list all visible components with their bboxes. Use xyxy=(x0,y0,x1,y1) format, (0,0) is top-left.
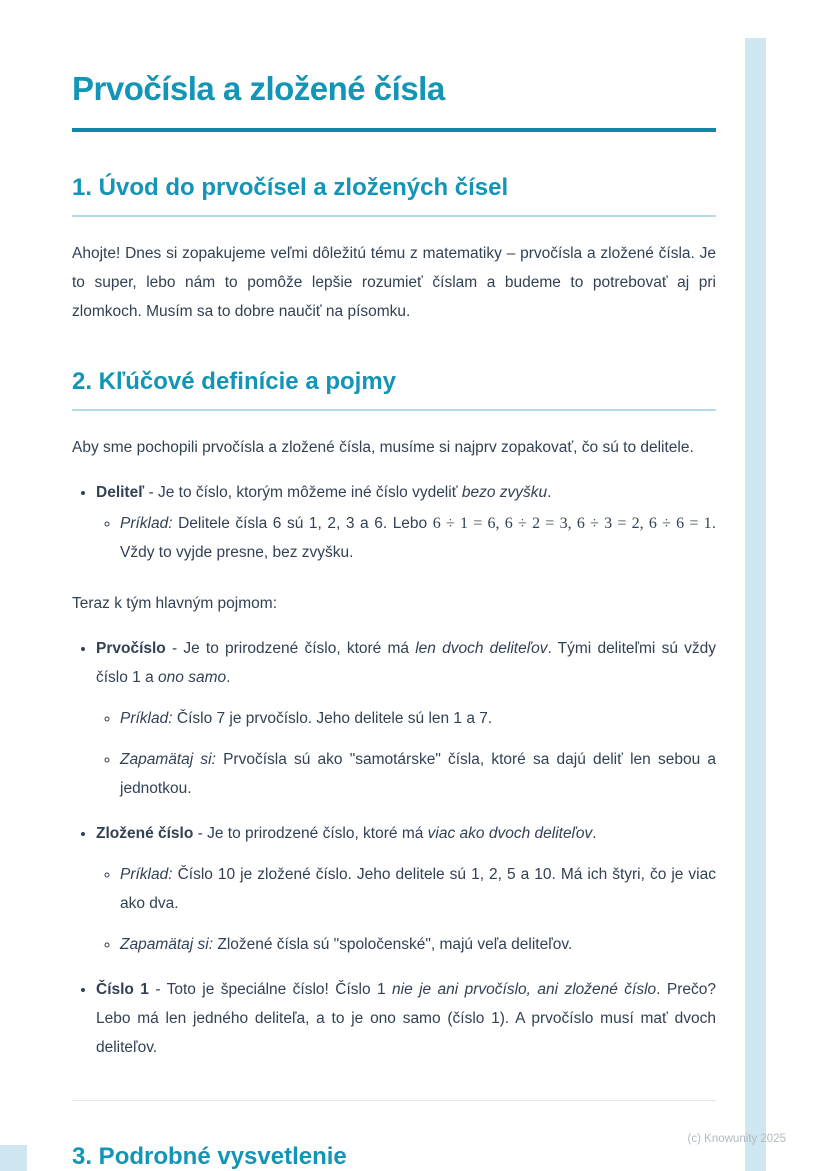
note-label: Zapamätaj si: xyxy=(120,935,214,953)
prvocislo-text-2: . Tými deliteľmi sú vždy číslo 1 a xyxy=(96,639,717,686)
example-text: Číslo 7 je prvočíslo. Jeho delitele sú len 1 a 7. xyxy=(172,709,493,727)
page-title: Prvočísla a zložené čísla xyxy=(72,70,445,107)
term-delitel: Deliteľ xyxy=(96,483,145,501)
zlozene-italic-1: viac ako dvoch deliteľov xyxy=(427,824,593,842)
delitel-text-2: . xyxy=(547,483,552,501)
example-label: Príklad: xyxy=(120,709,173,727)
section-1-paragraph: Ahojte! Dnes si zopakujeme veľmi dôležitú tému z matematiky – prvočísla a zložené čísla. Je to super, lebo nám to pomôže lepšie rozumieť číslam a budeme to potrebovať aj pri zlomkoch. Musím sa to dobre naučiť na písomku. xyxy=(72,244,716,320)
zlozene-sublist xyxy=(96,860,716,959)
note-label: Zapamätaj si: xyxy=(120,750,216,768)
example-text-a: Delitele čísla 6 sú 1, 2, 3 a 6. Lebo xyxy=(172,514,433,532)
term-cislo1: Číslo 1 xyxy=(96,980,149,998)
prvocislo-italic-2: ono samo xyxy=(158,668,227,686)
zlozene-text-2: . xyxy=(592,824,597,842)
prvocislo-text-3: . xyxy=(226,668,231,686)
copyright: (c) Knowunity 2025 xyxy=(687,1133,786,1145)
zlozene-note xyxy=(120,930,716,959)
zlozene-text-1: - Je to prirodzené číslo, ktoré má xyxy=(193,824,428,842)
list-item-delitel xyxy=(96,478,716,567)
delitel-example xyxy=(120,509,716,567)
prvocislo-sublist xyxy=(96,704,716,803)
note-text: Prvočísla sú ako "samotárske" čísla, ktoré sa dajú deliť len sebou a jednotkou. xyxy=(120,750,716,797)
section-1-heading: 1. Úvod do prvočísel a zložených čísel xyxy=(72,174,716,217)
example-text: Číslo 10 je zložené číslo. Jeho delitele sú 1, 2, 5 a 10. Má ich štyri, čo je viac ako dva. xyxy=(120,865,716,912)
example-text-b: . Vždy to vyjde presne, bez zvyšku. xyxy=(120,514,716,561)
title-rule xyxy=(72,128,716,132)
section-divider xyxy=(72,1100,716,1101)
note-text: Zložené čísla sú "spoločenské", majú veľa deliteľov. xyxy=(213,935,573,953)
delitel-text-1: - Je to číslo, ktorým môžeme iné číslo vydeliť xyxy=(144,483,462,501)
cislo1-text-1: - Toto je špeciálne číslo! Číslo 1 xyxy=(148,980,392,998)
list-item-zlozene xyxy=(96,819,716,959)
section-2-heading: 2. Kľúčové definície a pojmy xyxy=(72,368,716,411)
prvocislo-text-1: - Je to prirodzené číslo, ktoré má xyxy=(165,639,416,657)
delitel-italic-1: bezo zvyšku xyxy=(461,483,548,501)
list-item-cislo1 xyxy=(96,975,716,1062)
cislo1-italic-1: nie je ani prvočíslo, ani zložené číslo xyxy=(392,980,657,998)
delitel-sublist xyxy=(96,509,716,567)
section-2-intro: Aby sme pochopili prvočísla a zložené čísla, musíme si najprv zopakovať, čo sú to delitele. xyxy=(72,438,694,456)
prvocislo-example xyxy=(120,704,716,733)
list-item-prvocislo xyxy=(96,634,716,803)
main-terms-list xyxy=(72,634,716,1062)
example-label: Príklad: xyxy=(120,865,173,883)
transition-paragraph: Teraz k tým hlavným pojmom: xyxy=(72,594,277,612)
bottom-left-accent xyxy=(0,1145,27,1171)
prvocislo-note xyxy=(120,745,716,803)
term-prvocislo: Prvočíslo xyxy=(96,639,166,657)
prvocislo-italic-1: len dvoch deliteľov xyxy=(415,639,548,657)
term-zlozene: Zložené číslo xyxy=(96,824,194,842)
cislo1-text-2: . Prečo? Lebo má len jedného deliteľa, a to je ono samo (číslo 1). A prvočíslo musí mať dvoch deliteľov. xyxy=(96,980,716,1056)
right-accent-stripe xyxy=(745,38,766,1171)
example-label: Príklad: xyxy=(120,514,173,532)
document-content xyxy=(72,0,716,1171)
section-3-heading: 3. Podrobné vysvetlenie xyxy=(72,1143,716,1171)
zlozene-example xyxy=(120,860,716,918)
example-math: 6 ÷ 1 = 6, 6 ÷ 2 = 3, 6 ÷ 3 = 2, 6 ÷ 6 = 1 xyxy=(432,514,712,532)
definition-list-delitel xyxy=(72,478,716,567)
